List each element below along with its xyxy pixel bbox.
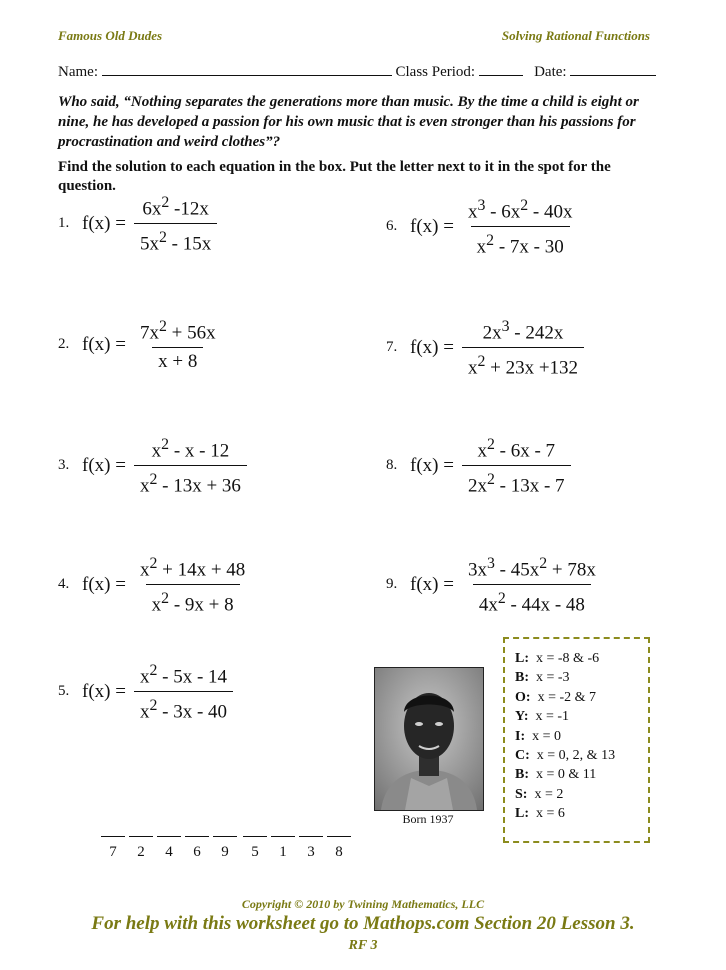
- function-label: f(x) =: [410, 454, 454, 476]
- key-item: [505, 785, 648, 804]
- blank-digit: 2: [137, 844, 145, 860]
- answer-blank[interactable]: [299, 836, 323, 837]
- blank-digit: 4: [165, 844, 173, 860]
- function-label: f(x) =: [82, 573, 126, 595]
- problem-4: [58, 553, 251, 617]
- answer-blank[interactable]: [271, 836, 295, 837]
- problem-number: 8.: [386, 457, 398, 474]
- key-letter: L:: [515, 806, 529, 822]
- key-letter: L:: [515, 651, 529, 666]
- problem-number: 5.: [58, 683, 70, 700]
- class-period-blank[interactable]: [479, 62, 523, 76]
- answer-blank[interactable]: [327, 836, 351, 837]
- numerator: $2x^3 - 242x$: [482, 318, 564, 344]
- denominator: $5x^2 - 15x$: [134, 223, 217, 255]
- key-item: [505, 649, 648, 668]
- problem-5: [58, 660, 233, 724]
- blank-digit: 1: [279, 844, 287, 860]
- function-label: f(x) =: [82, 333, 126, 355]
- key-item: [505, 688, 648, 707]
- blank-digit: 6: [193, 844, 201, 860]
- key-letter: I:: [515, 728, 526, 744]
- fraction: [462, 316, 584, 380]
- key-letter: B:: [515, 767, 529, 783]
- numerator: $x^2 - 5x - 14$: [139, 662, 228, 688]
- copyright-notice: Copyright © 2010 by Twining Mathematics, LLC: [241, 897, 485, 911]
- key-value: x = 6: [536, 806, 565, 822]
- denominator: $x^2 - 7x - 30$: [471, 226, 570, 258]
- numerator: $x^2$ - x - 12: [151, 436, 230, 462]
- key-item: [505, 804, 648, 823]
- problem-number: 2.: [58, 336, 70, 353]
- key-letter: S:: [515, 786, 528, 802]
- answer-blank[interactable]: [101, 836, 125, 837]
- problem-9: [386, 553, 602, 617]
- answer-key-box: [503, 637, 650, 843]
- key-item: [505, 727, 648, 746]
- denominator: $2x^2 - 13x - 7$: [462, 465, 571, 497]
- problem-2: [58, 316, 222, 373]
- fraction: [462, 195, 579, 259]
- key-value: x = -8 & -6: [536, 651, 600, 666]
- problem-number: 7.: [386, 339, 398, 356]
- instructions: Find the solution to each equation in the box. Put the letter next to it in the spot for the question.: [58, 159, 611, 194]
- key-letter: B:: [515, 670, 529, 686]
- problem-number: 9.: [386, 576, 398, 593]
- problem-8: [386, 434, 571, 498]
- fraction: [134, 434, 247, 498]
- blank-digit: 3: [307, 844, 315, 860]
- worksheet-topic-title: Solving Rational Functions: [501, 28, 650, 43]
- key-value: x = -3: [536, 670, 570, 686]
- key-letter: C:: [515, 748, 530, 764]
- problem-number: 1.: [58, 215, 70, 232]
- key-value: x = 0, 2, & 13: [536, 748, 616, 764]
- class-period-label: Class Period:: [395, 64, 476, 80]
- numerator: $x^2 + 14x + 48$: [139, 555, 246, 581]
- worksheet-code: RF 3: [348, 938, 378, 953]
- problem-1: [58, 192, 217, 256]
- key-item: [505, 746, 648, 765]
- portrait-illustration: [375, 668, 483, 810]
- function-label: f(x) =: [410, 215, 454, 237]
- photo-caption: Born 1937: [402, 812, 454, 826]
- worksheet-series-title: Famous Old Dudes: [58, 28, 163, 43]
- fraction: [134, 192, 217, 256]
- key-value: x = -1: [535, 709, 570, 725]
- answer-blank[interactable]: [213, 836, 237, 837]
- problem-6: [386, 195, 578, 259]
- function-label: f(x) =: [410, 573, 454, 595]
- fraction: [134, 316, 222, 373]
- function-label: f(x) =: [410, 336, 454, 358]
- problem-number: 6.: [386, 218, 398, 235]
- answer-blank[interactable]: [185, 836, 209, 837]
- answer-blank[interactable]: [243, 836, 267, 837]
- problem-3: [58, 434, 247, 498]
- function-label: f(x) =: [82, 454, 126, 476]
- riddle-question: Who said, “Nothing separates the generations more than music. By the time a child is eight or nine, he has developed a passion for his own music that is even stronger than his passions for procrastination and weird clothes”?: [58, 94, 639, 150]
- portrait-photo: [374, 667, 484, 811]
- blank-digit: 8: [335, 844, 343, 860]
- name-label: Name:: [58, 64, 98, 80]
- key-letter: Y:: [515, 709, 529, 725]
- problem-7: [386, 316, 584, 380]
- denominator: $4x^2 - 44x - 48$: [473, 584, 591, 616]
- numerator: $6x^2$ -12x: [142, 194, 209, 220]
- blank-digit: 5: [251, 844, 259, 860]
- denominator: $x^2 - 3x - 40$: [134, 691, 233, 723]
- key-value: x = 0 & 11: [536, 767, 597, 783]
- numerator: $x^3 - 6x^2 - 40x$: [467, 197, 573, 223]
- fraction: [134, 553, 251, 617]
- numerator: $3x^3 - 45x^2 + 78x$: [467, 555, 596, 581]
- help-link-text: For help with this worksheet go to Mathops.com Section 20 Lesson 3.: [91, 913, 635, 934]
- function-label: f(x) =: [82, 680, 126, 702]
- fraction: [462, 553, 602, 617]
- key-item: [505, 707, 648, 726]
- denominator: x + 8: [152, 347, 203, 373]
- key-item: [505, 765, 648, 784]
- key-letter: O:: [515, 689, 531, 705]
- name-blank[interactable]: [102, 62, 392, 76]
- key-value: x = -2 & 7: [537, 689, 597, 705]
- denominator: $x^2 - 13x + 36$: [134, 465, 247, 497]
- key-value: x = 2: [534, 786, 564, 802]
- date-blank[interactable]: [570, 62, 656, 76]
- problem-number: 3.: [58, 457, 70, 474]
- date-label: Date:: [534, 64, 567, 80]
- key-value: x = 0: [532, 728, 562, 744]
- name-row: [58, 62, 656, 81]
- blank-digit: 9: [221, 844, 229, 860]
- denominator: $x^2 + 23x +132$: [462, 347, 584, 379]
- fraction: [462, 434, 571, 498]
- function-label: f(x) =: [82, 212, 126, 234]
- fraction: [134, 660, 233, 724]
- answer-blank[interactable]: [157, 836, 181, 837]
- denominator: $x^2 - 9x + 8$: [146, 584, 240, 616]
- numerator: $7x^2 + 56x$: [139, 318, 216, 344]
- answer-blank[interactable]: [129, 836, 153, 837]
- key-item: [505, 668, 648, 687]
- problem-number: 4.: [58, 576, 70, 593]
- blank-digit: 7: [109, 844, 117, 860]
- numerator: $x^2 - 6x - 7$: [477, 436, 556, 462]
